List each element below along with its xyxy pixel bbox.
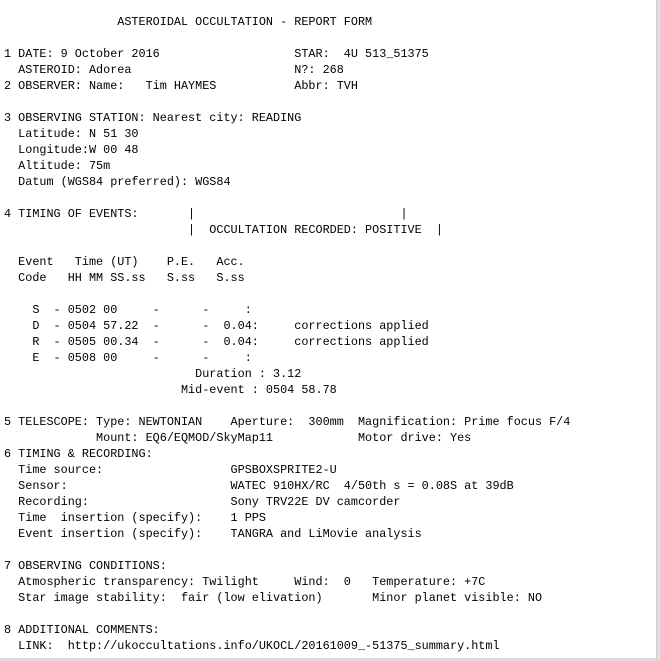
timing-header-line: 4 TIMING OF EVENTS: | | <box>4 207 408 221</box>
sensor-line: Sensor: WATEC 910HX/RC 4/50th s = 0.08S at 39dB <box>4 479 514 493</box>
event-insertion-line: Event insertion (specify): TANGRA and LiMovie analysis <box>4 527 422 541</box>
event-row-d: D - 0504 57.22 - - 0.04: corrections applied <box>4 319 429 333</box>
time-source-line: Time source: GPSBOXSPRITE2-U <box>4 463 337 477</box>
event-table-header: Event Time (UT) P.E. Acc. <box>4 255 245 269</box>
event-row-r: R - 0505 00.34 - - 0.04: corrections applied <box>4 335 429 349</box>
time-insertion-line: Time insertion (specify): 1 PPS <box>4 511 266 525</box>
transparency-line: Atmospheric transparency: Twilight Wind: 0 Temperature: +7C <box>4 575 486 589</box>
longitude-line: Longitude:W 00 48 <box>4 143 139 157</box>
altitude-line: Altitude: 75m <box>4 159 111 173</box>
form-title: ASTEROIDAL OCCULTATION - REPORT FORM <box>4 15 373 29</box>
recording-line: Recording: Sony TRV22E DV camcorder <box>4 495 401 509</box>
telescope-line: 5 TELESCOPE: Type: NEWTONIAN Aperture: 300mm Magnification: Prime focus F/4 <box>4 415 571 429</box>
link-line: LINK: http://ukoccultations.info/UKOCL/20161009_-51375_summary.html <box>4 639 500 653</box>
observer-line: 2 OBSERVER: Name: Tim HAYMES Abbr: TVH <box>4 79 358 93</box>
window-right-border <box>656 0 660 661</box>
conditions-header: 7 OBSERVING CONDITIONS: <box>4 559 167 573</box>
occultation-result-line: | OCCULTATION RECORDED: POSITIVE | <box>4 223 443 237</box>
asteroid-line: ASTEROID: Adorea N?: 268 <box>4 63 344 77</box>
duration-line: Duration : 3.12 <box>4 367 302 381</box>
mount-line: Mount: EQ6/EQMOD/SkyMap11 Motor drive: Yes <box>4 431 472 445</box>
timing-recording-header: 6 TIMING & RECORDING: <box>4 447 153 461</box>
comments-header: 8 ADDITIONAL COMMENTS: <box>4 623 160 637</box>
date-star-line: 1 DATE: 9 October 2016 STAR: 4U 513_51375 <box>4 47 429 61</box>
datum-line: Datum (WGS84 preferred): WGS84 <box>4 175 231 189</box>
event-row-e: E - 0508 00 - - : <box>4 351 252 365</box>
stability-line: Star image stability: fair (low elivation) Minor planet visible: NO <box>4 591 543 605</box>
station-line: 3 OBSERVING STATION: Nearest city: READING <box>4 111 302 125</box>
event-row-s: S - 0502 00 - - : <box>4 303 252 317</box>
latitude-line: Latitude: N 51 30 <box>4 127 139 141</box>
mid-event-line: Mid-event : 0504 58.78 <box>4 383 337 397</box>
event-table-subheader: Code HH MM SS.ss S.ss S.ss <box>4 271 245 285</box>
